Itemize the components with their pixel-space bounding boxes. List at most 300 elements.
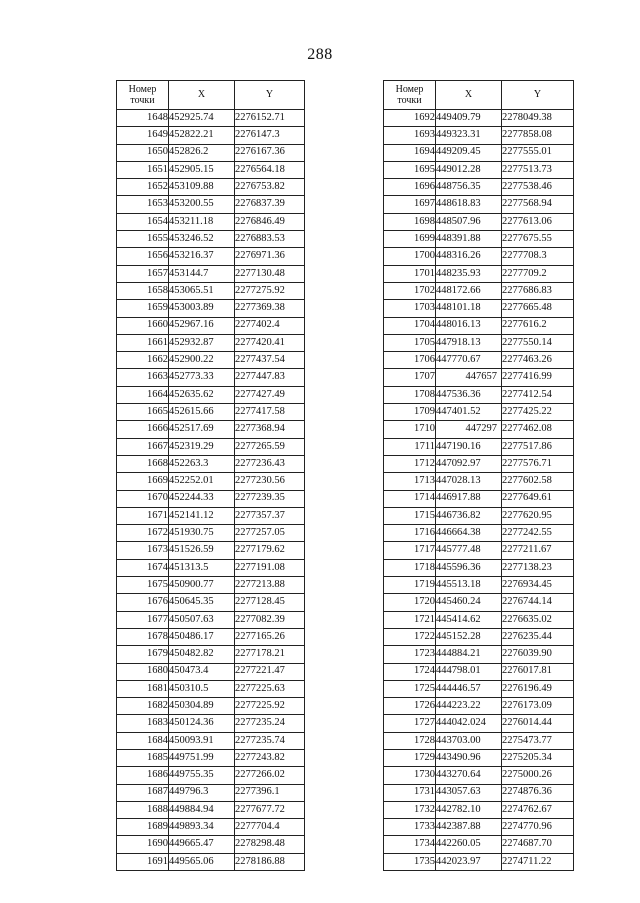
point-number-cell: 1665: [117, 404, 169, 421]
x-coordinate-cell: 446736.82: [436, 507, 502, 524]
table-row: [117, 853, 305, 870]
y-coordinate-cell: 2275000.26: [502, 767, 574, 784]
point-number-cell: 1699: [384, 231, 436, 248]
table-row: [384, 749, 574, 766]
x-coordinate-cell: 449755.35: [169, 767, 235, 784]
x-coordinate-cell: 452517.69: [169, 421, 235, 438]
x-coordinate-cell: 443703.00: [436, 732, 502, 749]
x-coordinate-cell: 444042.024: [436, 715, 502, 732]
y-coordinate-cell: 2276846.49: [235, 213, 305, 230]
x-coordinate-cell: 450124.36: [169, 715, 235, 732]
point-number-header: [117, 81, 169, 110]
point-number-cell: 1661: [117, 334, 169, 351]
y-coordinate-cell: 2277230.56: [235, 473, 305, 490]
y-coordinate-cell: 2277396.1: [235, 784, 305, 801]
point-number-cell: 1667: [117, 438, 169, 455]
point-number-cell: 1731: [384, 784, 436, 801]
x-coordinate-cell: 452900.22: [169, 352, 235, 369]
table-row: [384, 611, 574, 628]
table-row: [384, 646, 574, 663]
table-row: [384, 231, 574, 248]
point-number-cell: 1735: [384, 853, 436, 870]
table-row: [117, 404, 305, 421]
point-number-cell: 1711: [384, 438, 436, 455]
x-coordinate-cell: 452141.12: [169, 507, 235, 524]
y-coordinate-cell: 2277130.48: [235, 265, 305, 282]
point-number-cell: 1705: [384, 334, 436, 351]
y-coordinate-cell: 2277242.55: [502, 525, 574, 542]
y-coordinate-cell: 2277402.4: [235, 317, 305, 334]
y-coordinate-cell: 2277665.48: [502, 300, 574, 317]
x-coordinate-cell: 444798.01: [436, 663, 502, 680]
x-coordinate-cell: 449409.79: [436, 110, 502, 127]
point-number-cell: 1666: [117, 421, 169, 438]
y-coordinate-cell: 2276147.3: [235, 127, 305, 144]
point-number-cell: 1687: [117, 784, 169, 801]
y-coordinate-cell: 2277221.47: [235, 663, 305, 680]
y-coordinate-cell: 2277265.59: [235, 438, 305, 455]
x-coordinate-cell: 450486.17: [169, 628, 235, 645]
point-number-cell: 1695: [384, 161, 436, 178]
table-row: [117, 265, 305, 282]
x-coordinate-cell: 453200.55: [169, 196, 235, 213]
table-row: [117, 646, 305, 663]
x-coordinate-cell: 445513.18: [436, 577, 502, 594]
x-coordinate-cell: 452773.33: [169, 369, 235, 386]
table-row: [384, 265, 574, 282]
table-row: [384, 127, 574, 144]
x-coordinate-cell: 448618.83: [436, 196, 502, 213]
table-row: [117, 525, 305, 542]
x-coordinate-cell: 453144.7: [169, 265, 235, 282]
point-number-cell: 1659: [117, 300, 169, 317]
table-row: [384, 698, 574, 715]
y-coordinate-cell: 2276564.18: [235, 161, 305, 178]
y-coordinate-cell: 2278049.38: [502, 110, 574, 127]
x-coordinate-cell: 450645.35: [169, 594, 235, 611]
table-row: [117, 248, 305, 265]
x-coordinate-cell: 446917.88: [436, 490, 502, 507]
y-coordinate-cell: 2277236.43: [235, 455, 305, 472]
table-row: [384, 853, 574, 870]
point-number-cell: 1718: [384, 559, 436, 576]
point-number-cell: 1733: [384, 819, 436, 836]
point-number-cell: 1686: [117, 767, 169, 784]
y-coordinate-cell: 2277538.46: [502, 179, 574, 196]
y-coordinate-cell: 2277369.38: [235, 300, 305, 317]
table-row: [117, 784, 305, 801]
table-row: [384, 732, 574, 749]
table-row: [384, 819, 574, 836]
point-number-cell: 1656: [117, 248, 169, 265]
y-coordinate-cell: 2277417.58: [235, 404, 305, 421]
y-coordinate-cell: 2277225.63: [235, 680, 305, 697]
y-coordinate-cell: 2277620.95: [502, 507, 574, 524]
y-coordinate-cell: 2276167.36: [235, 144, 305, 161]
table-row: [384, 248, 574, 265]
point-number-cell: 1720: [384, 594, 436, 611]
x-coordinate-cell: 450093.91: [169, 732, 235, 749]
x-coordinate-cell: 447657: [436, 369, 502, 386]
table-row: [117, 749, 305, 766]
y-coordinate-cell: 2277550.14: [502, 334, 574, 351]
x-coordinate-cell: 452822.21: [169, 127, 235, 144]
y-coordinate-cell: 2277211.67: [502, 542, 574, 559]
y-coordinate-cell: 2277239.35: [235, 490, 305, 507]
point-number-cell: 1713: [384, 473, 436, 490]
table-row: [384, 507, 574, 524]
point-number-cell: 1655: [117, 231, 169, 248]
point-number-cell: 1693: [384, 127, 436, 144]
x-coordinate-cell: 448172.66: [436, 282, 502, 299]
x-coordinate-cell: 448756.35: [436, 179, 502, 196]
table-row: [117, 698, 305, 715]
y-coordinate-cell: 2275205.34: [502, 749, 574, 766]
point-number-cell: 1678: [117, 628, 169, 645]
y-coordinate-cell: 2277191.08: [235, 559, 305, 576]
point-number-cell: 1714: [384, 490, 436, 507]
x-coordinate-cell: 453003.89: [169, 300, 235, 317]
table-row: [117, 161, 305, 178]
x-coordinate-cell: 449893.34: [169, 819, 235, 836]
point-number-cell: 1689: [117, 819, 169, 836]
page-number: 288: [307, 46, 333, 63]
table-row: [117, 352, 305, 369]
point-number-cell: 1679: [117, 646, 169, 663]
point-number-cell: 1730: [384, 767, 436, 784]
y-coordinate-cell: 2277165.26: [235, 628, 305, 645]
y-coordinate-cell: 2276017.81: [502, 663, 574, 680]
table-row: [117, 559, 305, 576]
x-coordinate-cell: 442782.10: [436, 801, 502, 818]
x-coordinate-cell: 445152.28: [436, 628, 502, 645]
table-row: [117, 732, 305, 749]
table-row: [384, 455, 574, 472]
y-coordinate-cell: 2276934.45: [502, 577, 574, 594]
point-number-cell: 1710: [384, 421, 436, 438]
y-coordinate-cell: 2277513.73: [502, 161, 574, 178]
x-coordinate-cell: 444446.57: [436, 680, 502, 697]
point-number-cell: 1684: [117, 732, 169, 749]
y-coordinate-cell: 2277613.06: [502, 213, 574, 230]
x-coordinate-cell: 447297: [436, 421, 502, 438]
y-coordinate-cell: 2277686.83: [502, 282, 574, 299]
x-coordinate-cell: 448391.88: [436, 231, 502, 248]
table-row: [384, 196, 574, 213]
y-coordinate-cell: 2276753.82: [235, 179, 305, 196]
table-row: [117, 334, 305, 351]
table-row: [117, 179, 305, 196]
x-coordinate-cell: 448507.96: [436, 213, 502, 230]
point-header-line2: точки: [397, 95, 422, 106]
x-coordinate-cell: 447401.52: [436, 404, 502, 421]
point-number-cell: 1658: [117, 282, 169, 299]
table-row: [117, 577, 305, 594]
y-coordinate-cell: 2276235.44: [502, 628, 574, 645]
point-number-cell: 1700: [384, 248, 436, 265]
table-row: [117, 144, 305, 161]
y-coordinate-cell: 2277235.74: [235, 732, 305, 749]
x-coordinate-cell: 445414.62: [436, 611, 502, 628]
table-row: [384, 525, 574, 542]
x-coordinate-cell: 453109.88: [169, 179, 235, 196]
point-number-cell: 1670: [117, 490, 169, 507]
x-coordinate-cell: 449209.45: [436, 144, 502, 161]
y-coordinate-cell: 2277675.55: [502, 231, 574, 248]
point-number-cell: 1698: [384, 213, 436, 230]
y-coordinate-cell: 2277368.94: [235, 421, 305, 438]
point-number-cell: 1719: [384, 577, 436, 594]
point-number-cell: 1677: [117, 611, 169, 628]
y-coordinate-cell: 2277357.37: [235, 507, 305, 524]
x-coordinate-cell: 452319.29: [169, 438, 235, 455]
x-coordinate-cell: 452635.62: [169, 386, 235, 403]
y-coordinate-cell: 2276173.09: [502, 698, 574, 715]
y-coordinate-cell: 2278298.48: [235, 836, 305, 853]
x-coordinate-cell: 448235.93: [436, 265, 502, 282]
y-coordinate-cell: 2277704.4: [235, 819, 305, 836]
y-coordinate-cell: 2277225.92: [235, 698, 305, 715]
point-header-line1: Номер: [395, 84, 424, 95]
table-row: [384, 386, 574, 403]
x-coordinate-cell: 445460.24: [436, 594, 502, 611]
x-coordinate-cell: 453211.18: [169, 213, 235, 230]
x-coordinate-cell: 453065.51: [169, 282, 235, 299]
y-coordinate-cell: 2277243.82: [235, 749, 305, 766]
y-coordinate-cell: 2277257.05: [235, 525, 305, 542]
x-coordinate-cell: 442260.05: [436, 836, 502, 853]
table-row: [117, 421, 305, 438]
x-coordinate-cell: 446664.38: [436, 525, 502, 542]
y-coordinate-cell: 2276837.39: [235, 196, 305, 213]
y-coordinate-cell: 2277427.49: [235, 386, 305, 403]
table-row: [384, 404, 574, 421]
point-number-cell: 1690: [117, 836, 169, 853]
y-coordinate-cell: 2277858.08: [502, 127, 574, 144]
point-number-cell: 1681: [117, 680, 169, 697]
point-number-cell: 1727: [384, 715, 436, 732]
point-number-cell: 1676: [117, 594, 169, 611]
x-coordinate-cell: 449565.06: [169, 853, 235, 870]
y-coordinate-cell: 2277517.86: [502, 438, 574, 455]
x-coordinate-cell: 442387.88: [436, 819, 502, 836]
x-coordinate-cell: 449323.31: [436, 127, 502, 144]
point-number-cell: 1723: [384, 646, 436, 663]
point-number-cell: 1680: [117, 663, 169, 680]
table-row: [117, 369, 305, 386]
point-number-cell: 1694: [384, 144, 436, 161]
point-number-cell: 1675: [117, 577, 169, 594]
table-row: [384, 594, 574, 611]
x-coordinate-cell: 450507.63: [169, 611, 235, 628]
y-coordinate-cell: 2276196.49: [502, 680, 574, 697]
x-coordinate-cell: 444223.22: [436, 698, 502, 715]
y-coordinate-cell: 2276883.53: [235, 231, 305, 248]
y-coordinate-cell: 2277649.61: [502, 490, 574, 507]
x-coordinate-cell: 452967.16: [169, 317, 235, 334]
x-coordinate-cell: 452905.15: [169, 161, 235, 178]
table-row: [384, 421, 574, 438]
point-number-cell: 1682: [117, 698, 169, 715]
x-coordinate-cell: 443270.64: [436, 767, 502, 784]
table-row: [384, 767, 574, 784]
y-coordinate-cell: 2277275.92: [235, 282, 305, 299]
table-row: [117, 611, 305, 628]
table-header-row: [384, 81, 574, 110]
y-coordinate-cell: 2277616.2: [502, 317, 574, 334]
table-row: [384, 369, 574, 386]
table-row: [384, 352, 574, 369]
y-coordinate-cell: 2277178.21: [235, 646, 305, 663]
table-row: [117, 680, 305, 697]
x-coordinate-cell: 452244.33: [169, 490, 235, 507]
table-row: [384, 801, 574, 818]
point-number-cell: 1729: [384, 749, 436, 766]
y-coordinate-cell: 2274687.70: [502, 836, 574, 853]
y-coordinate-cell: 2277416.99: [502, 369, 574, 386]
point-number-cell: 1706: [384, 352, 436, 369]
x-coordinate-cell: 453216.37: [169, 248, 235, 265]
point-number-cell: 1715: [384, 507, 436, 524]
point-number-cell: 1662: [117, 352, 169, 369]
table-row: [117, 196, 305, 213]
point-number-cell: 1697: [384, 196, 436, 213]
point-number-cell: 1673: [117, 542, 169, 559]
y-coordinate-cell: 2277266.02: [235, 767, 305, 784]
table-row: [384, 715, 574, 732]
y-coordinate-cell: 2275473.77: [502, 732, 574, 749]
table-row: [384, 213, 574, 230]
table-row: [384, 663, 574, 680]
y-coordinate-cell: 2277447.83: [235, 369, 305, 386]
x-coordinate-cell: 452263.3: [169, 455, 235, 472]
table-header-row: [117, 81, 305, 110]
x-coordinate-cell: 452925.74: [169, 110, 235, 127]
point-number-cell: 1722: [384, 628, 436, 645]
table-row: [384, 784, 574, 801]
y-coordinate-cell: 2274711.22: [502, 853, 574, 870]
point-number-cell: 1732: [384, 801, 436, 818]
point-number-cell: 1726: [384, 698, 436, 715]
table-row: [117, 127, 305, 144]
table-row: [117, 594, 305, 611]
point-number-cell: 1683: [117, 715, 169, 732]
table-row: [384, 334, 574, 351]
y-coordinate-cell: 2276635.02: [502, 611, 574, 628]
x-header: X: [436, 81, 502, 110]
y-coordinate-cell: 2277128.45: [235, 594, 305, 611]
y-coordinate-cell: 2276744.14: [502, 594, 574, 611]
table-row: [384, 282, 574, 299]
point-number-cell: 1721: [384, 611, 436, 628]
point-number-cell: 1734: [384, 836, 436, 853]
table-row: [384, 161, 574, 178]
point-number-cell: 1654: [117, 213, 169, 230]
table-row: [117, 282, 305, 299]
table-row: [117, 767, 305, 784]
table-row: [384, 473, 574, 490]
y-coordinate-cell: 2277462.08: [502, 421, 574, 438]
table-row: [384, 836, 574, 853]
table-row: [384, 559, 574, 576]
table-row: [117, 231, 305, 248]
x-coordinate-cell: 452252.01: [169, 473, 235, 490]
x-coordinate-cell: 443490.96: [436, 749, 502, 766]
y-coordinate-cell: 2277425.22: [502, 404, 574, 421]
point-number-cell: 1685: [117, 749, 169, 766]
table-row: [117, 110, 305, 127]
y-coordinate-cell: 2277138.23: [502, 559, 574, 576]
point-number-cell: 1703: [384, 300, 436, 317]
x-coordinate-cell: 449884.94: [169, 801, 235, 818]
x-coordinate-cell: 444884.21: [436, 646, 502, 663]
x-coordinate-cell: 447092.97: [436, 455, 502, 472]
point-number-cell: 1696: [384, 179, 436, 196]
x-coordinate-cell: 451313.5: [169, 559, 235, 576]
x-coordinate-cell: 449796.3: [169, 784, 235, 801]
table-row: [384, 490, 574, 507]
table-row: [117, 473, 305, 490]
point-number-cell: 1651: [117, 161, 169, 178]
table-row: [117, 213, 305, 230]
y-header: Y: [235, 81, 305, 110]
y-coordinate-cell: 2277412.54: [502, 386, 574, 403]
point-number-header: [384, 81, 436, 110]
point-number-cell: 1653: [117, 196, 169, 213]
point-number-cell: 1652: [117, 179, 169, 196]
point-number-cell: 1672: [117, 525, 169, 542]
x-coordinate-cell: 448316.26: [436, 248, 502, 265]
table-row: [384, 110, 574, 127]
table-row: [117, 438, 305, 455]
y-coordinate-cell: 2277709.2: [502, 265, 574, 282]
table-row: [117, 628, 305, 645]
coordinates-table-right: [383, 80, 574, 871]
y-coordinate-cell: 2277179.62: [235, 542, 305, 559]
x-coordinate-cell: 449665.47: [169, 836, 235, 853]
table-row: [117, 386, 305, 403]
point-header-line1: Номер: [128, 84, 157, 95]
point-number-cell: 1717: [384, 542, 436, 559]
x-coordinate-cell: 445777.48: [436, 542, 502, 559]
point-number-cell: 1692: [384, 110, 436, 127]
x-coordinate-cell: 448016.13: [436, 317, 502, 334]
table-row: [384, 300, 574, 317]
table-row: [117, 317, 305, 334]
x-coordinate-cell: 452932.87: [169, 334, 235, 351]
x-coordinate-cell: 451930.75: [169, 525, 235, 542]
table-row: [384, 577, 574, 594]
y-header: Y: [502, 81, 574, 110]
x-header: X: [169, 81, 235, 110]
x-coordinate-cell: 450310.5: [169, 680, 235, 697]
point-number-cell: 1664: [117, 386, 169, 403]
table-row: [384, 628, 574, 645]
x-coordinate-cell: 452826.2: [169, 144, 235, 161]
point-number-cell: 1649: [117, 127, 169, 144]
y-coordinate-cell: 2277235.24: [235, 715, 305, 732]
x-coordinate-cell: 451526.59: [169, 542, 235, 559]
point-number-cell: 1708: [384, 386, 436, 403]
table-row: [384, 317, 574, 334]
table-row: [117, 663, 305, 680]
point-number-cell: 1702: [384, 282, 436, 299]
y-coordinate-cell: 2276014.44: [502, 715, 574, 732]
coordinates-table-left: [116, 80, 305, 871]
point-number-cell: 1648: [117, 110, 169, 127]
x-coordinate-cell: 442023.97: [436, 853, 502, 870]
x-coordinate-cell: 450900.77: [169, 577, 235, 594]
